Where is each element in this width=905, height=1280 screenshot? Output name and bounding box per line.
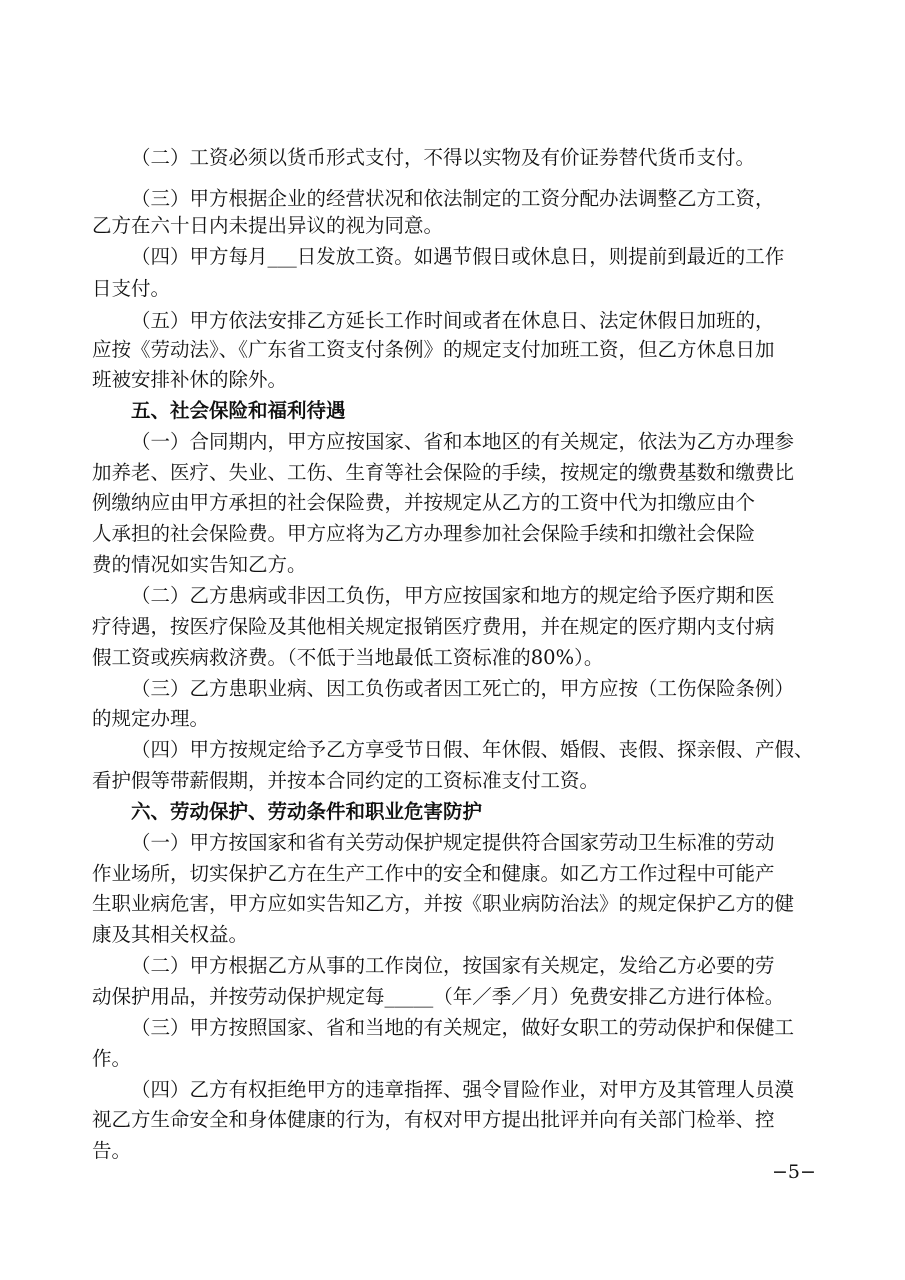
occupational-injury-clause-cont: 的规定办理。 [92, 707, 210, 730]
section-heading-labor-protection: 六、劳动保护、劳动条件和职业危害防护 [131, 800, 483, 823]
payday-clause: （四）甲方每月___日发放工资。如遇节假日或休息日，则提前到最近的工作 [131, 245, 785, 268]
payday-clause-cont: 日支付。 [92, 277, 171, 300]
medical-leave-clause-cont-1: 疗待遇，按医疗保险及其他相关规定报销医疗费用，并在规定的医疗期内支付病 [92, 615, 775, 638]
wage-adjustment-clause: （三）甲方根据企业的经营状况和依法制定的工资分配办法调整乙方工资， [131, 187, 775, 210]
workplace-safety-clause-cont-2: 生职业病危害，甲方应如实告知乙方，并按《职业病防治法》的规定保护乙方的健 [92, 892, 795, 915]
social-insurance-clause: （一）合同期内，甲方应按国家、省和本地区的有关规定，依法为乙方办理参 [131, 430, 795, 453]
workplace-safety-clause: （一）甲方按国家和省有关劳动保护规定提供符合国家劳动卫生标准的劳动 [131, 831, 775, 854]
social-insurance-clause-cont-3: 人承担的社会保险费。甲方应将为乙方办理参加社会保险手续和扣缴社会保险 [92, 522, 756, 545]
protective-equipment-clause-cont: 动保护用品，并按劳动保护规定每_____（年／季／月）免费安排乙方进行体检。 [92, 985, 785, 1008]
right-to-refuse-clause: （四）乙方有权拒绝甲方的违章指挥、强令冒险作业，对甲方及其管理人员漠 [131, 1078, 795, 1101]
workplace-safety-clause-cont-3: 康及其相关权益。 [92, 923, 249, 946]
protective-equipment-clause: （二）甲方根据乙方从事的工作岗位，按国家有关规定，发给乙方必要的劳 [131, 954, 775, 977]
social-insurance-clause-cont-1: 加养老、医疗、失业、工伤、生育等社会保险的手续，按规定的缴费基数和缴费比 [92, 461, 795, 484]
right-to-refuse-clause-cont-2: 告。 [92, 1139, 132, 1162]
paid-leave-clause-cont: 看护假等带薪假期，并按本合同约定的工资标准支付工资。 [92, 769, 600, 792]
wage-adjustment-clause-cont: 乙方在六十日内未提出异议的视为同意。 [92, 214, 444, 237]
female-worker-protection-clause-cont: 作。 [92, 1047, 132, 1070]
social-insurance-clause-cont-4: 费的情况如实告知乙方。 [92, 553, 307, 576]
wage-currency-clause: （二）工资必须以货币形式支付，不得以实物及有价证券替代货币支付。 [131, 146, 756, 169]
medical-leave-clause: （二）乙方患病或非因工负伤，甲方应按国家和地方的规定给予医疗期和医 [131, 584, 775, 607]
overtime-pay-clause-cont-1: 应按《劳动法》、《广东省工资支付条例》的规定支付加班工资，但乙方休息日加 [92, 338, 775, 361]
paid-leave-clause: （四）甲方按规定给予乙方享受节日假、年休假、婚假、丧假、探亲假、产假、 [131, 738, 814, 761]
medical-leave-clause-cont-2: 假工资或疾病救济费。（不低于当地最低工资标准的80%）。 [92, 646, 604, 669]
social-insurance-clause-cont-2: 例缴纳应由甲方承担的社会保险费，并按规定从乙方的工资中代为扣缴应由个 [92, 491, 756, 514]
right-to-refuse-clause-cont-1: 视乙方生命安全和身体健康的行为，有权对甲方提出批评并向有关部门检举、控 [92, 1108, 775, 1131]
overtime-pay-clause-cont-2: 班被安排补休的除外。 [92, 368, 288, 391]
workplace-safety-clause-cont-1: 作业场所，切实保护乙方在生产工作中的安全和健康。如乙方工作过程中可能产 [92, 862, 775, 885]
overtime-pay-clause: （五）甲方依法安排乙方延长工作时间或者在休息日、法定休假日加班的， [131, 309, 775, 332]
section-heading-social-insurance: 五、社会保险和福利待遇 [131, 399, 346, 422]
page-number: −5− [772, 1161, 816, 1183]
occupational-injury-clause: （三）乙方患职业病、因工负伤或者因工死亡的，甲方应按（工伤保险条例） [131, 677, 795, 700]
female-worker-protection-clause: （三）甲方按照国家、省和当地的有关规定，做好女职工的劳动保护和保健工 [131, 1016, 795, 1039]
